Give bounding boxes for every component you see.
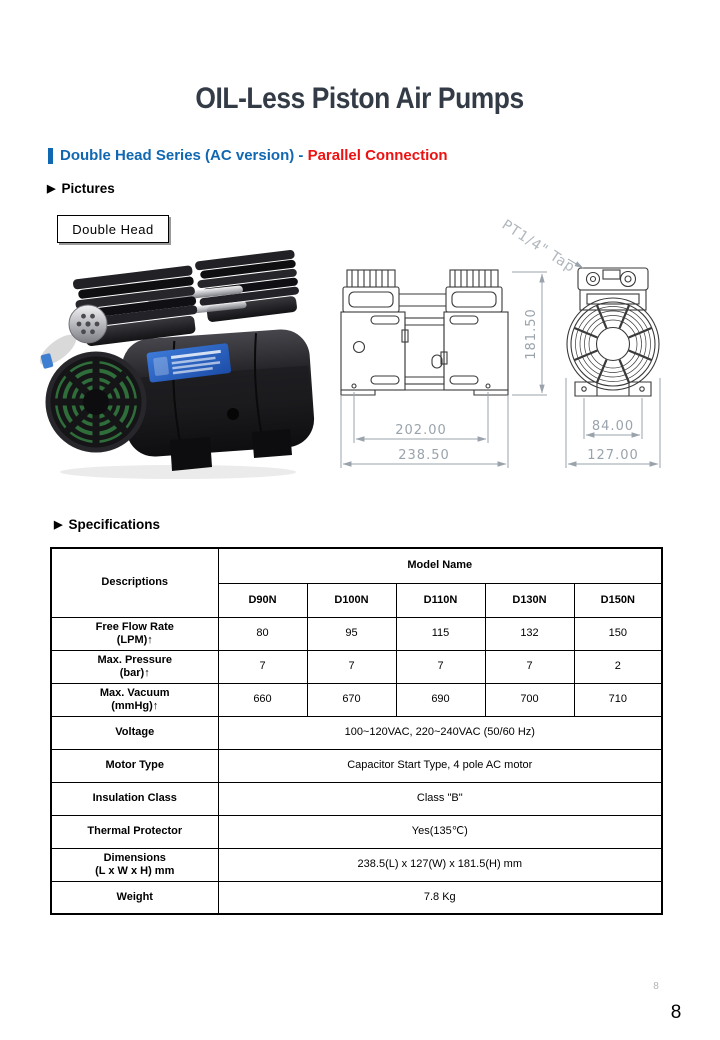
table-row — [51, 617, 662, 650]
spec-label-cell: Dimensions (L x W x H) mm — [51, 848, 218, 881]
spec-value-cell: 700 — [485, 683, 574, 716]
spec-value-cell: 150 — [574, 617, 662, 650]
spec-value-cell: 132 — [485, 617, 574, 650]
spec-value-cell: 100~120VAC, 220~240VAC (50/60 Hz) — [218, 716, 662, 749]
table-row — [51, 881, 662, 914]
spec-value-cell: 2 — [574, 650, 662, 683]
front-overall-width-label: 238.50 — [398, 448, 450, 463]
spec-value-cell: 7 — [307, 650, 396, 683]
pictures-section-heading — [47, 181, 115, 196]
spec-value-cell: Class "B" — [218, 782, 662, 815]
series-label: Double Head Series (AC version) - — [60, 147, 308, 164]
specifications-table — [50, 547, 663, 915]
model-header-cell: D130N — [485, 583, 574, 617]
table-row — [51, 848, 662, 881]
side-inner-width-label: 84.00 — [591, 419, 635, 434]
front-height-label: 181.50 — [524, 308, 539, 360]
table-row — [51, 815, 662, 848]
page-number-small: 8 — [653, 981, 659, 992]
model-header-cell: D100N — [307, 583, 396, 617]
spec-label-cell: Max. Pressure (bar)↑ — [51, 650, 218, 683]
tap-port-label: PT1/4" Tap — [498, 216, 579, 277]
page-title: OIL-Less Piston Air Pumps — [195, 82, 525, 115]
model-header-cell: D110N — [396, 583, 485, 617]
spec-value-cell: Capacitor Start Type, 4 pole AC motor — [218, 749, 662, 782]
series-highlight: Parallel Connection — [307, 147, 448, 164]
spec-value-cell: Yes(135℃) — [218, 815, 662, 848]
table-row — [51, 683, 662, 716]
spec-value-cell: 7.8 Kg — [218, 881, 662, 914]
spec-value-cell: 238.5(L) x 127(W) x 181.5(H) mm — [218, 848, 662, 881]
photo-caption-label: Double Head — [72, 221, 154, 237]
product-photo — [28, 242, 323, 482]
right-cylinder-head — [195, 250, 302, 324]
series-heading — [48, 147, 448, 164]
spec-label-cell: Voltage — [51, 716, 218, 749]
spec-value-cell: 670 — [307, 683, 396, 716]
photo-caption-box — [57, 215, 169, 243]
specifications-section-heading — [54, 517, 160, 532]
table-row — [51, 782, 662, 815]
spec-label-cell: Weight — [51, 881, 218, 914]
spec-value-cell: 115 — [396, 617, 485, 650]
spec-label-cell: Max. Vacuum (mmHg)↑ — [51, 683, 218, 716]
spec-label-cell: Motor Type — [51, 749, 218, 782]
spec-value-cell: 710 — [574, 683, 662, 716]
arrow-right-icon: ▶ — [47, 183, 56, 195]
pictures-heading-label: Pictures — [61, 181, 115, 196]
model-header-cell: D150N — [574, 583, 662, 617]
specifications-heading-label: Specifications — [68, 517, 160, 532]
spec-value-cell: 80 — [218, 617, 307, 650]
side-view-drawing — [567, 268, 659, 396]
arrow-right-icon: ▶ — [54, 519, 63, 531]
series-accent-bar-icon — [48, 148, 53, 164]
spec-label-cell: Thermal Protector — [51, 815, 218, 848]
dimension-labels — [395, 217, 639, 463]
spec-value-cell: 7 — [396, 650, 485, 683]
spec-label-cell: Insulation Class — [51, 782, 218, 815]
descriptions-header-cell: Descriptions — [51, 548, 218, 617]
table-row — [51, 749, 662, 782]
page-number: 8 — [670, 1002, 682, 1023]
technical-drawing — [335, 210, 680, 475]
side-overall-width-label: 127.00 — [587, 448, 639, 463]
spec-value-cell: 95 — [307, 617, 396, 650]
table-row — [51, 716, 662, 749]
spec-label-cell: Free Flow Rate (LPM)↑ — [51, 617, 218, 650]
front-inner-width-label: 202.00 — [395, 423, 447, 438]
spec-value-cell: 7 — [485, 650, 574, 683]
front-view-drawing — [341, 270, 508, 395]
spec-value-cell: 690 — [396, 683, 485, 716]
model-name-header-cell: Model Name — [218, 548, 662, 583]
model-header-cell: D90N — [218, 583, 307, 617]
table-row — [51, 650, 662, 683]
spec-value-cell: 7 — [218, 650, 307, 683]
spec-value-cell: 660 — [218, 683, 307, 716]
